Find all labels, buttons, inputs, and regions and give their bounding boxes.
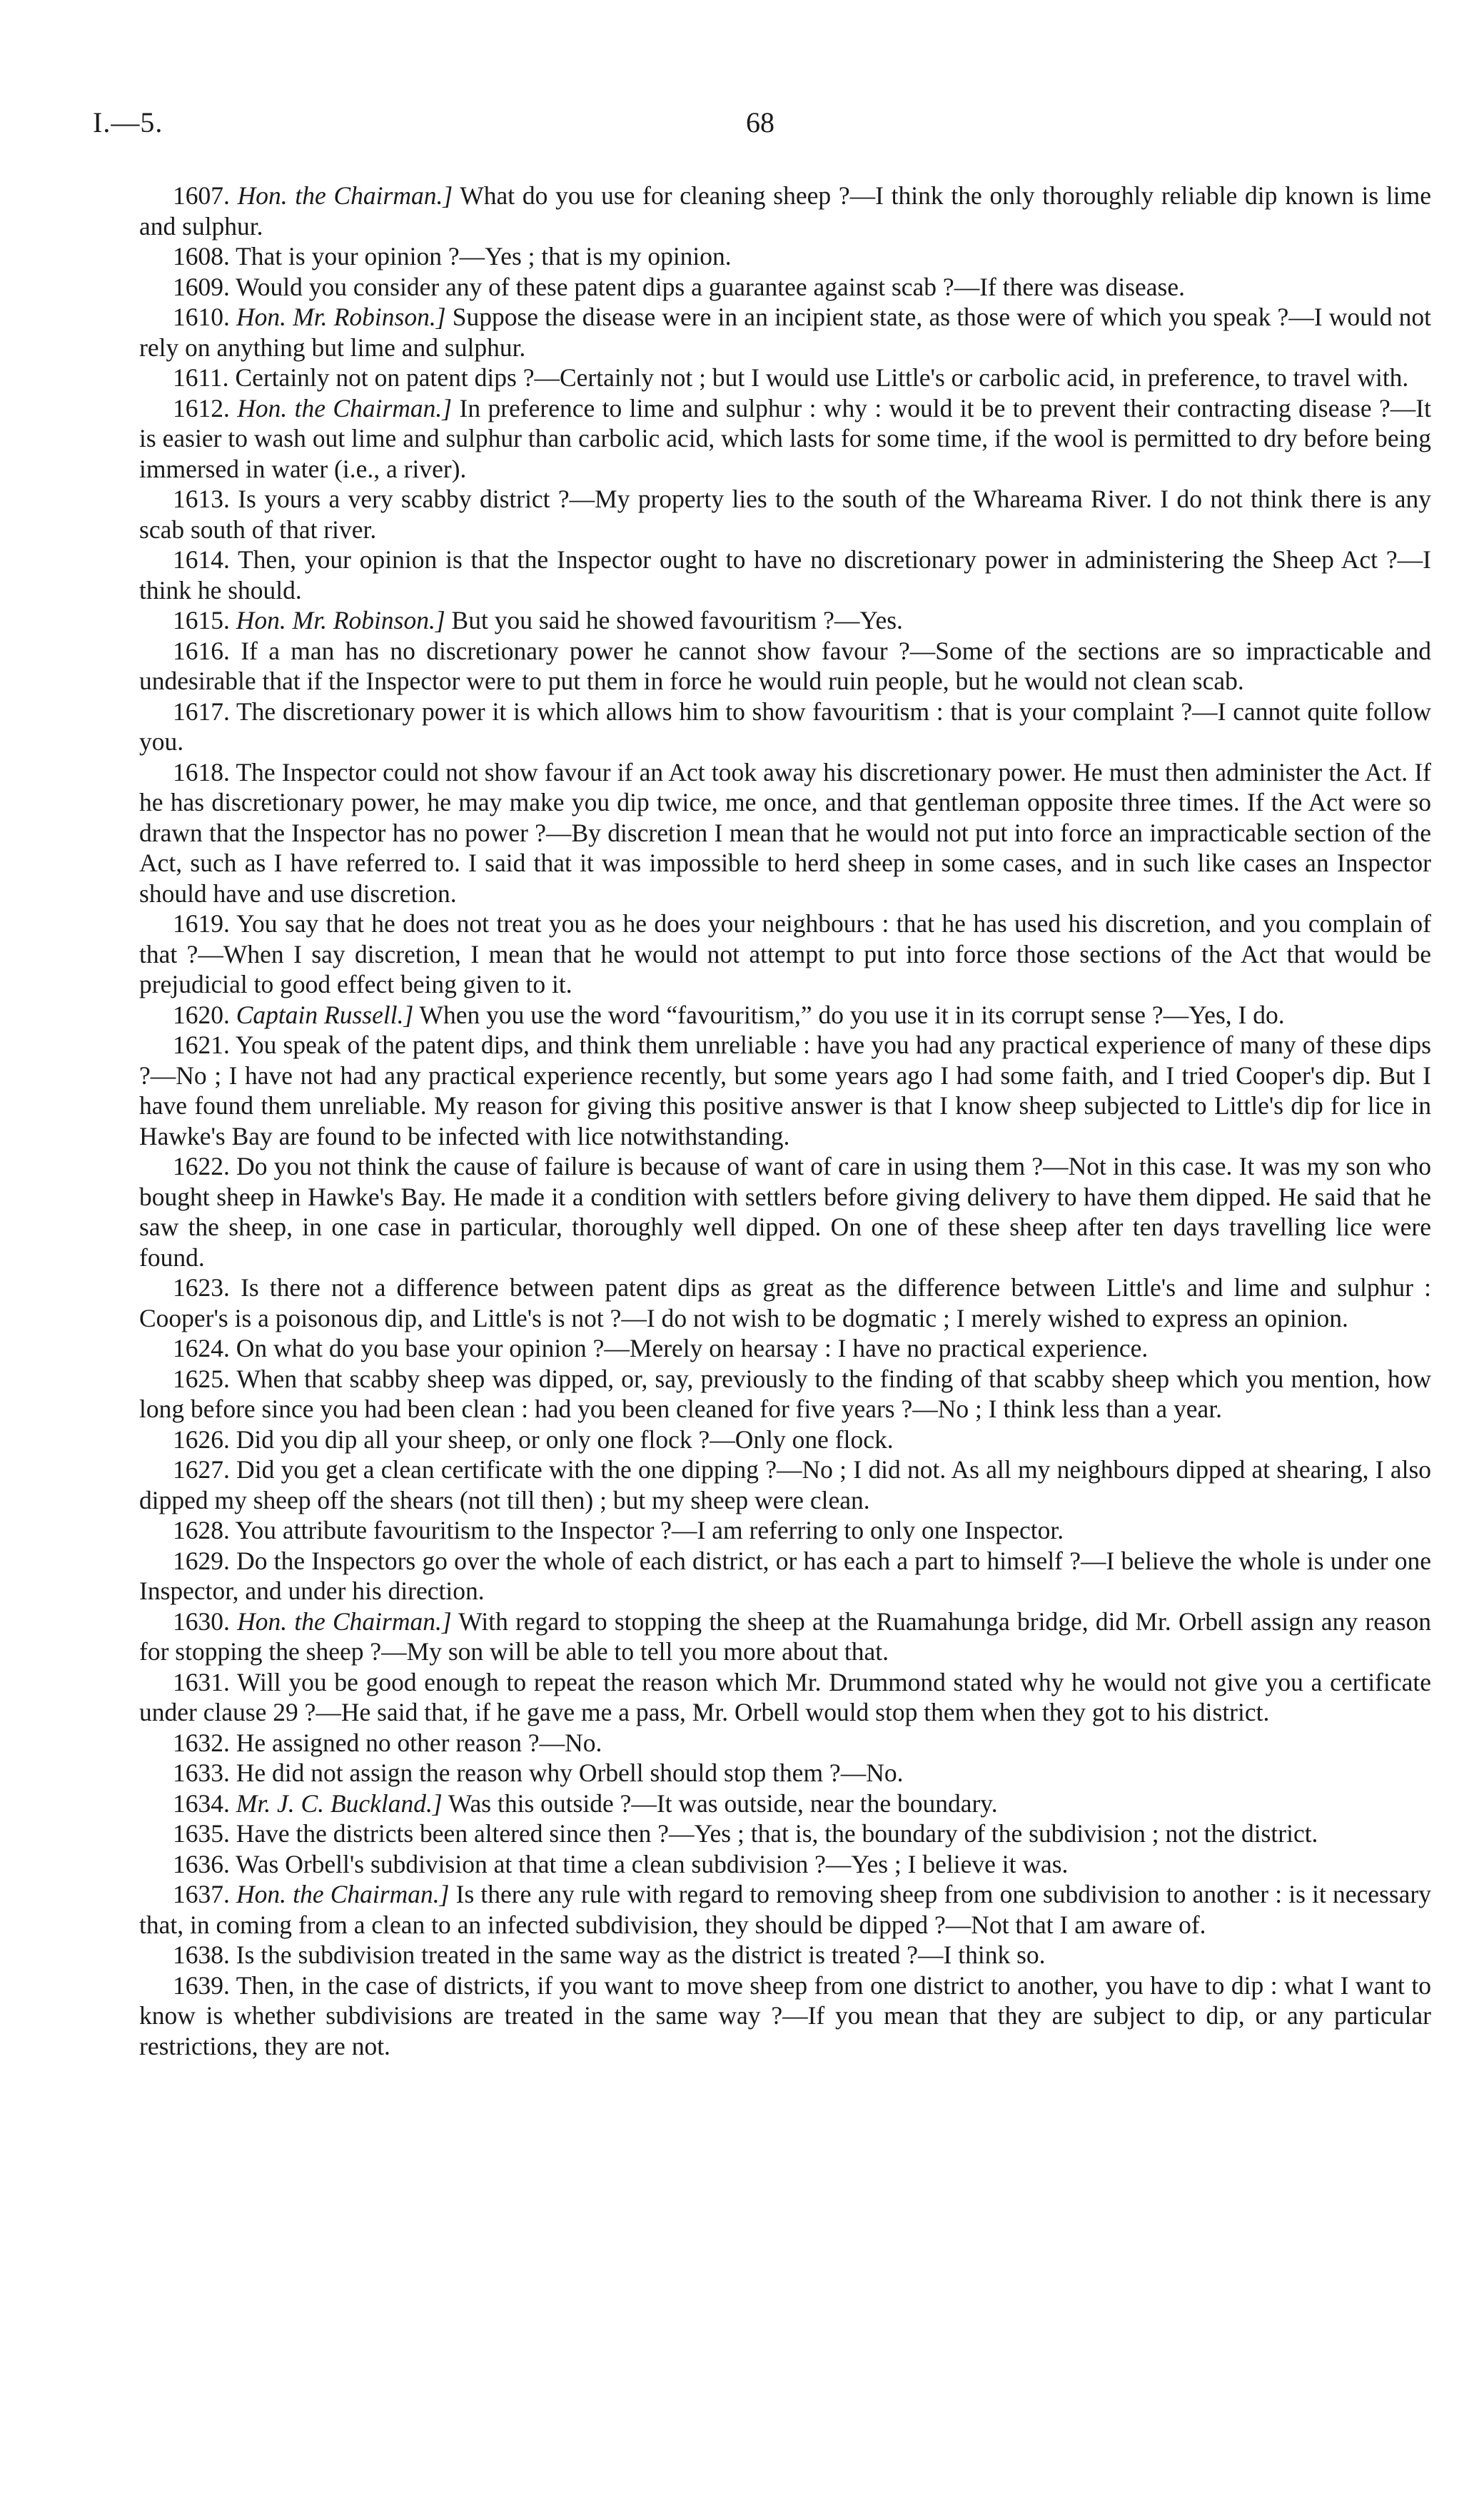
question-answer-text: With regard to stopping the sheep at the Ruamahunga bridge, did Mr. Orbell assign any reason for stopping the sheep ?—My son will be able to tell you more about that. [139,1606,1432,1666]
page-header [93,106,1428,148]
question-number: 1632. [173,1728,230,1757]
page-number: 68 [746,106,774,138]
question-number: 1639. [173,1970,230,2000]
question-number: 1628. [173,1516,230,1544]
question-number: 1610. [173,303,230,331]
question-answer-text: What do you use for cleaning sheep ?—I think the only thoroughly reliable dip known is lime and sulphur. [139,181,1432,241]
speaker-name: Mr. J. C. Buckland.] [236,1788,443,1818]
question-answer-text: In preference to lime and sulphur : why : would it be to prevent their contracting disease ?—It is easier to wash out lime and sulphur than carbolic acid, which lasts for some time, if the wool is permitted to dry before being immersed in water (i.e., a river). [139,393,1431,483]
question-answer-text: Was this outside ?—It was outside, near the boundary. [448,1788,998,1818]
evidence-paragraph [139,272,1431,303]
question-number: 1623. [173,1273,230,1302]
question-answer-text: You attribute favouritism to the Inspector ?—I am referring to only one Inspector. [235,1516,1064,1544]
question-answer-text: Is yours a very scabby district ?—My property lies to the south of the Whareama River. I do not think there is any scab south of that river. [139,485,1431,544]
evidence-paragraph [139,1970,1431,2062]
evidence-paragraph [139,1030,1431,1151]
question-number: 1619. [173,909,230,938]
evidence-paragraph [139,1606,1431,1667]
question-answer-text: Do the Inspectors go over the whole of each district, or has each a part to himself ?—I believe the whole is under one Inspector, and under his direction. [139,1546,1431,1605]
evidence-paragraph [139,909,1431,1000]
question-answer-text: When you use the word “favouritism,” do you use it in its corrupt sense ?—Yes, I do. [419,1000,1285,1029]
evidence-paragraph [139,1272,1431,1333]
question-number: 1626. [173,1425,230,1454]
question-answer-text: Did you get a clean certificate with the one dipping ?—No ; I did not. As all my neighbours dipped at shearing, I also dipped my sheep off the shears (not till then) ; but my sheep were clean. [139,1455,1432,1514]
question-answer-text: Did you dip all your sheep, or only one flock ?—Only one flock. [236,1425,894,1454]
question-answer-text: He did not assign the reason why Orbell should stop them ?—No. [236,1759,904,1787]
evidence-paragraph [139,1849,1431,1880]
question-number: 1618. [173,757,230,786]
question-answer-text: Then, your opinion is that the Inspector ought to have no discretionary power in administering the Sheep Act ?—I think he should. [139,545,1432,604]
question-number: 1624. [173,1334,230,1362]
question-answer-text: The discretionary power it is which allows him to show favouritism : that is your complaint ?—I cannot quite follow you. [139,697,1432,756]
question-answer-text: When that scabby sheep was dipped, or, say, previously to the finding of that scabby sheep which you mention, how long before since you had been clean : had you been cleaned for five years ?—No ; I think less than a year. [139,1364,1432,1423]
question-answer-text: Would you consider any of these patent dips a guarantee against scab ?—If there was disease. [236,272,1186,301]
question-number: 1613. [173,485,230,513]
question-number: 1614. [173,545,230,574]
question-answer-text: Is the subdivision treated in the same way as the district is treated ?—I think so. [236,1940,1046,1969]
question-answer-text: Was Orbell's subdivision at that time a clean subdivision ?—Yes ; I believe it was. [236,1849,1069,1878]
question-number: 1629. [173,1546,230,1575]
question-answer-text: You say that he does not treat you as he does your neighbours : that he has used his discretion, and you complain of that ?—When I say discretion, I mean that he would not attempt to put into force those sections of the Act that would be prejudicial to good effect being given to it. [139,909,1432,998]
evidence-paragraph [139,1879,1431,1940]
evidence-body [139,181,1431,2061]
question-number: 1621. [173,1031,230,1059]
question-answer-text: Then, in the case of districts, if you want to move sheep from one district to another, you have to dip : what I want to know is whether subdivisions are treated in the same way ?—If you mean that they are subject to dip, or any particular restrictions, they are not. [139,1970,1432,2060]
evidence-paragraph [139,1667,1431,1728]
question-answer-text: You speak of the patent dips, and think them unreliable : have you had any practical experience of many of these dips ?—No ; I have not had any practical experience recently, but some years ago I had some faith, and I tried Cooper's dip. But I have found them unreliable. My reason for giving this positive answer is that I know sheep subjected to Little's dip for lice in Hawke's Bay are found to be infected with lice notwithstanding. [139,1031,1431,1150]
question-number: 1609. [173,272,230,301]
question-number: 1607. [173,181,230,210]
evidence-paragraph [139,1728,1431,1759]
evidence-paragraph [139,1151,1431,1272]
question-answer-text: Do you not think the cause of failure is because of want of care in using them ?—Not in this case. It was my son who bought sheep in Hawke's Bay. He made it a condition with settlers before giving delivery to have them dipped. He said that he saw the sheep, in one case in particular, thoroughly well dipped. On one of these sheep after ten days travelling lice were found. [139,1152,1431,1272]
evidence-paragraph [139,1364,1431,1425]
speaker-name: Hon. Mr. Robinson.] [236,303,446,331]
document-reference: I.—5. [93,106,163,138]
evidence-paragraph [139,1333,1431,1364]
evidence-paragraph [139,636,1431,697]
evidence-paragraph [139,181,1431,241]
question-number: 1638. [173,1940,230,1969]
speaker-name: Hon. the Chairman.] [237,1606,452,1636]
evidence-paragraph [139,1000,1431,1031]
question-number: 1631. [173,1667,230,1696]
question-number: 1633. [173,1759,230,1787]
question-answer-text: He assigned no other reason ?—No. [236,1728,602,1757]
question-number: 1611. [173,363,229,392]
evidence-paragraph [139,393,1431,485]
question-answer-text: The Inspector could not show favour if an Act took away his discretionary power. He must then administer the Act. If he has discretionary power, he may make you dip twice, me once, and that gentleman opposite three times. If the Act were so drawn that the Inspector has no power ?—By discretion I mean that he would not put into force an impracticable section of the Act, such as I have referred to. I said that it was impossible to herd sheep in some cases, and in such like cases an Inspector should have and use discretion. [139,757,1431,908]
evidence-paragraph [139,484,1431,545]
question-number: 1612. [173,393,230,422]
evidence-paragraph [139,302,1431,363]
question-number: 1636. [173,1849,230,1878]
evidence-paragraph [139,545,1431,605]
evidence-paragraph [139,1818,1431,1849]
question-number: 1627. [173,1455,230,1484]
evidence-paragraph [139,1546,1431,1606]
speaker-name: Captain Russell.] [236,1000,414,1029]
evidence-paragraph [139,1758,1431,1788]
speaker-name: Hon. Mr. Robinson.] [236,606,445,634]
evidence-paragraph [139,241,1431,272]
evidence-paragraph [139,1454,1431,1515]
question-answer-text: But you said he showed favouritism ?—Yes. [451,606,903,634]
question-answer-text: On what do you base your opinion ?—Merely on hearsay : I have no practical experience. [236,1334,1149,1362]
question-answer-text: That is your opinion ?—Yes ; that is my opinion. [236,242,732,270]
question-answer-text: Is there not a difference between patent dips as great as the difference between Little's and lime and sulphur : Cooper's is a poisonous dip, and Little's is not ?—I do not wish to be dogmatic ; I merely wished to express an opinion. [139,1273,1431,1332]
question-number: 1637. [173,1880,230,1908]
evidence-paragraph [139,363,1431,393]
question-answer-text: Will you be good enough to repeat the reason which Mr. Drummond stated why he would not give you a certificate under clause 29 ?—He said that, if he gave me a pass, Mr. Orbell would stop them when they got to his district. [139,1667,1432,1726]
evidence-paragraph [139,1425,1431,1455]
speaker-name: Hon. the Chairman.] [237,181,453,210]
question-number: 1630. [173,1606,230,1636]
question-number: 1625. [173,1364,230,1393]
question-answer-text: If a man has no discretionary power he cannot show favour ?—Some of the sections are so impracticable and undesirable that if the Inspector were to put them in force he would ruin people, but he would not clean scab. [139,636,1432,695]
question-number: 1635. [173,1819,230,1848]
question-number: 1634. [173,1788,230,1818]
question-number: 1615. [173,606,230,634]
question-answer-text: Is there any rule with regard to removing sheep from one subdivision to another : is it necessary that, in coming from a clean to an infected subdivision, they should be dipped ?—Not that I am aware of. [139,1880,1432,1939]
speaker-name: Hon. the Chairman.] [237,393,453,422]
evidence-paragraph [139,757,1431,909]
evidence-paragraph [139,1788,1431,1819]
question-number: 1608. [173,242,230,270]
question-number: 1620. [173,1000,230,1029]
question-number: 1616. [173,636,230,665]
question-answer-text: Certainly not on patent dips ?—Certainly not ; but I would use Little's or carbolic acid, in preference, to travel with. [235,363,1409,392]
question-answer-text: Suppose the disease were in an incipient state, as those were of which you speak ?—I would not rely on anything but lime and sulphur. [139,303,1432,362]
question-number: 1622. [173,1152,230,1180]
question-number: 1617. [173,697,230,726]
speaker-name: Hon. the Chairman.] [236,1880,450,1908]
evidence-paragraph [139,1940,1431,1970]
question-answer-text: Have the districts been altered since then ?—Yes ; that is, the boundary of the subdivision ; not the district. [236,1819,1318,1848]
evidence-paragraph [139,1515,1431,1546]
evidence-paragraph [139,605,1431,636]
evidence-paragraph [139,697,1431,757]
